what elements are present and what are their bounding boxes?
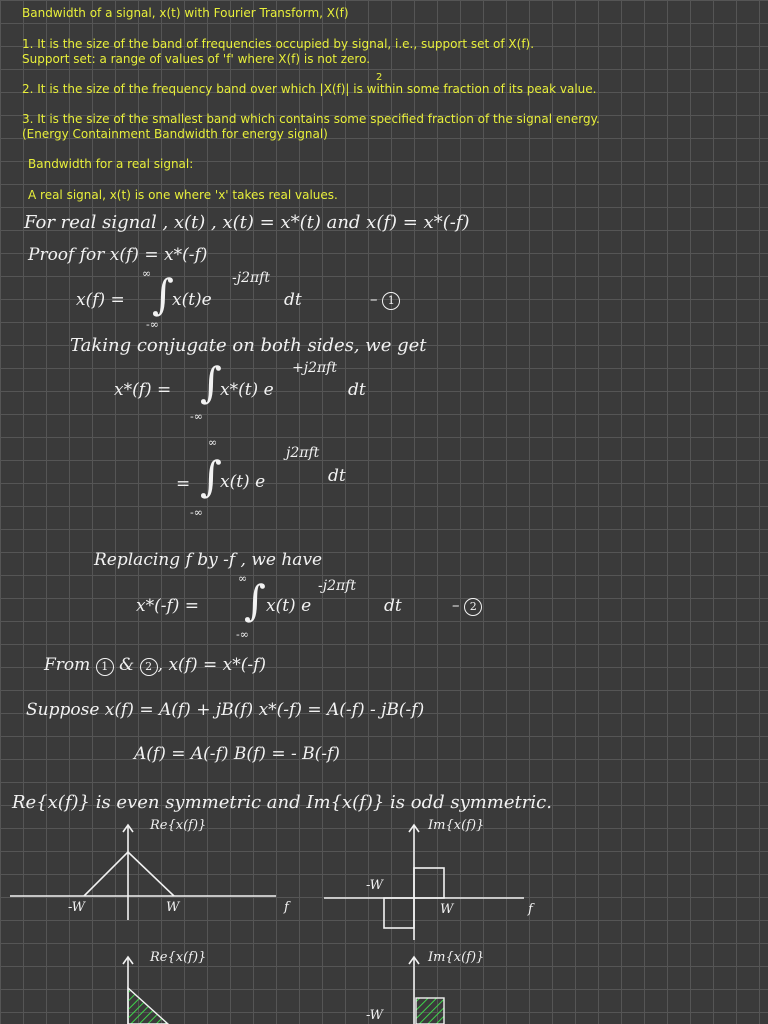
re-graph-pos-w: W [166,900,180,915]
eq1-upper-limit: ∞ [142,267,152,280]
definition-1-line-2: Support set: a range of values of 'f' where X(f) is not zero. [22,52,371,66]
eq2-lhs: x*(f) = [114,380,172,400]
eq3-lhs: = [176,474,191,494]
definition-1-line-1: 1. It is the size of the band of frequencies occupied by signal, i.e., support set of X(f). [22,37,535,51]
eq4-integral-sign: ∫ [244,576,266,625]
im-graph-f-axis: f [528,902,533,917]
real-signal-definition: A real signal, x(t) is one where 'x' takes real values. [28,188,338,202]
eq3-lower-limit: -∞ [190,506,203,519]
re-graph-2-hatched-area [128,988,168,1024]
eq3-exponent: j2πft [286,445,320,461]
symmetry-conclusion: Re{x(f)} is even symmetric and Im{x(f)} is odd symmetric. [12,792,552,813]
conjugate-step: Taking conjugate on both sides, we get [70,335,427,356]
im-graph-negative-pulse [384,898,414,928]
real-signal-heading: Bandwidth for a real signal: [28,157,194,171]
proof-heading: Proof for x(f) = x*(-f) [28,245,208,265]
eq4-dt: dt [384,596,402,616]
im-graph-positive-pulse [414,868,444,898]
eq4-exponent: -j2πft [318,578,356,594]
definition-3-line-2: (Energy Containment Bandwidth for energy signal) [22,127,328,141]
eq2-body: x*(t) e [220,380,274,400]
eq3-body: x(t) e [220,472,266,492]
im-graph-2-neg-w: -W [366,1008,384,1023]
eq2-lower-limit: -∞ [190,410,203,423]
eq1-exponent: -j2πft [232,270,270,286]
re-graph-f-axis: f [284,900,289,915]
eq1-dt: dt [284,290,302,310]
eq2-dt: dt [348,380,366,400]
eq1-tag: – 1 [370,290,400,310]
decomposition-line: Suppose x(f) = A(f) + jB(f) x*(-f) = A(-f) - jB(-f) [26,700,425,720]
eq1-body: x(t)e [172,290,212,310]
im-graph-pos-w: W [440,902,454,917]
eq3-dt: dt [328,466,346,486]
replacing-step: Replacing f by -f , we have [94,550,323,570]
eq4-body: x(t) e [266,596,312,616]
definition-2: 2. It is the size of the frequency band over which |X(f)| is within some fraction of its peak value. [22,82,597,96]
eq4-lhs: x*(-f) = [136,596,200,616]
definition-3-line-1: 3. It is the size of the smallest band which contains some specified fraction of the signal energy. [22,112,600,126]
eq1-lower-limit: -∞ [146,318,159,331]
re-graph-triangle [84,852,174,896]
eq4-tag: – 2 [452,596,482,616]
eq1-lhs: x(f) = [76,290,125,310]
im-graph-2-label: Im{x(f)} [428,950,485,965]
eq4-upper-limit: ∞ [238,572,248,585]
definition-2-exponent: 2 [376,72,383,83]
page-title: Bandwidth of a signal, x(t) with Fourier Transform, X(f) [22,6,349,20]
im-graph-label: Im{x(f)} [428,818,485,833]
eq3-integral-sign: ∫ [200,452,222,501]
im-graph-neg-w: -W [366,878,384,893]
re-graph-label: Re{x(f)} [150,818,207,833]
symmetry-relations: A(f) = A(-f) B(f) = - B(-f) [134,744,340,764]
eq2-integral-sign: ∫ [200,358,222,407]
real-signal-statement: For real signal , x(t) , x(t) = x*(t) and x(f) = x*(-f) [24,212,470,233]
conclusion-line: From 1 & 2 , x(f) = x*(-f) [44,655,267,675]
im-graph-2-hatched-area [416,998,444,1024]
eq4-lower-limit: -∞ [236,628,249,641]
eq3-upper-limit: ∞ [208,436,218,449]
eq1-integral-sign: ∫ [152,270,174,319]
re-graph-neg-w: -W [68,900,86,915]
re-graph-2-label: Re{x(f)} [150,950,207,965]
eq2-exponent: +j2πft [292,360,337,376]
